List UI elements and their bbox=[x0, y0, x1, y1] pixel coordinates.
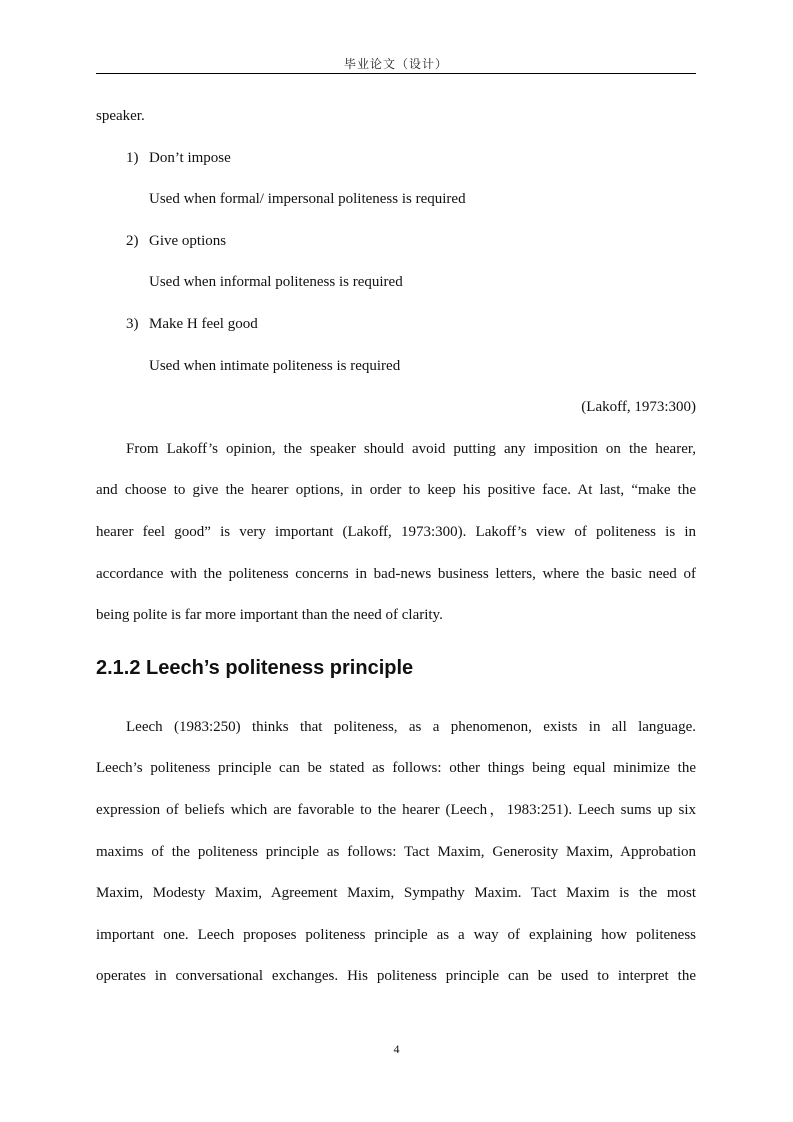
paragraph-line: From Lakoff’s opinion, the speaker should avoid putting any imposition on the hearer, bbox=[126, 440, 696, 457]
citation: (Lakoff, 1973:300) bbox=[581, 399, 696, 416]
paragraph-line: maxims of the politeness principle as follows: Tact Maxim, Generosity Maxim, Approbation bbox=[96, 843, 696, 860]
page-body bbox=[96, 100, 696, 1002]
strategy-note: Used when informal politeness is required bbox=[149, 274, 403, 291]
strategy-number: 2) bbox=[126, 232, 139, 249]
running-header: 毕业论文（设计） bbox=[343, 57, 448, 71]
paragraph-line: hearer feel good” is very important (Lakoff, 1973:300). Lakoff’s view of politeness is in bbox=[96, 523, 696, 540]
strategy-label: Make H feel good bbox=[149, 315, 258, 332]
paragraph-line: important one. Leech proposes politeness principle as a way of explaining how politeness bbox=[96, 926, 696, 943]
paragraph-line: Leech’s politeness principle can be stated as follows: other things being equal minimize the bbox=[96, 760, 696, 777]
paragraph-line: accordance with the politeness concerns in bad-news business letters, where the basic need of bbox=[96, 565, 696, 582]
section-heading: 2.1.2 Leech’s politeness principle bbox=[96, 656, 414, 679]
paragraph-line: operates in conversational exchanges. His politeness principle can be used to interpret the bbox=[96, 968, 696, 985]
paragraph-line: and choose to give the hearer options, in order to keep his positive face. At last, “make the bbox=[96, 482, 696, 499]
strategy-number: 1) bbox=[126, 149, 139, 166]
strategy-item bbox=[96, 308, 696, 350]
strategy-note: Used when intimate politeness is required bbox=[149, 357, 401, 374]
intro-line: speaker. bbox=[96, 108, 145, 124]
strategy-item bbox=[96, 225, 696, 267]
strategy-label: Give options bbox=[149, 232, 227, 249]
page-number: 4 bbox=[393, 1042, 400, 1056]
header-rule bbox=[96, 73, 696, 74]
strategy-note: Used when formal/ impersonal politeness is required bbox=[149, 191, 466, 208]
paragraph-line: expression of beliefs which are favorable to the hearer (Leech，1983:251). Leech sums up six bbox=[96, 801, 696, 818]
paragraph-line: Leech (1983:250) thinks that politeness, as a phenomenon, exists in all language. bbox=[126, 718, 696, 735]
strategy-item bbox=[96, 142, 696, 184]
paragraph-line: being polite is far more important than the need of clarity. bbox=[96, 607, 443, 624]
paragraph-line: Maxim, Modesty Maxim, Agreement Maxim, Sympathy Maxim. Tact Maxim is the most bbox=[96, 885, 696, 902]
strategy-number: 3) bbox=[126, 315, 139, 332]
strategy-label: Don’t impose bbox=[149, 149, 231, 166]
